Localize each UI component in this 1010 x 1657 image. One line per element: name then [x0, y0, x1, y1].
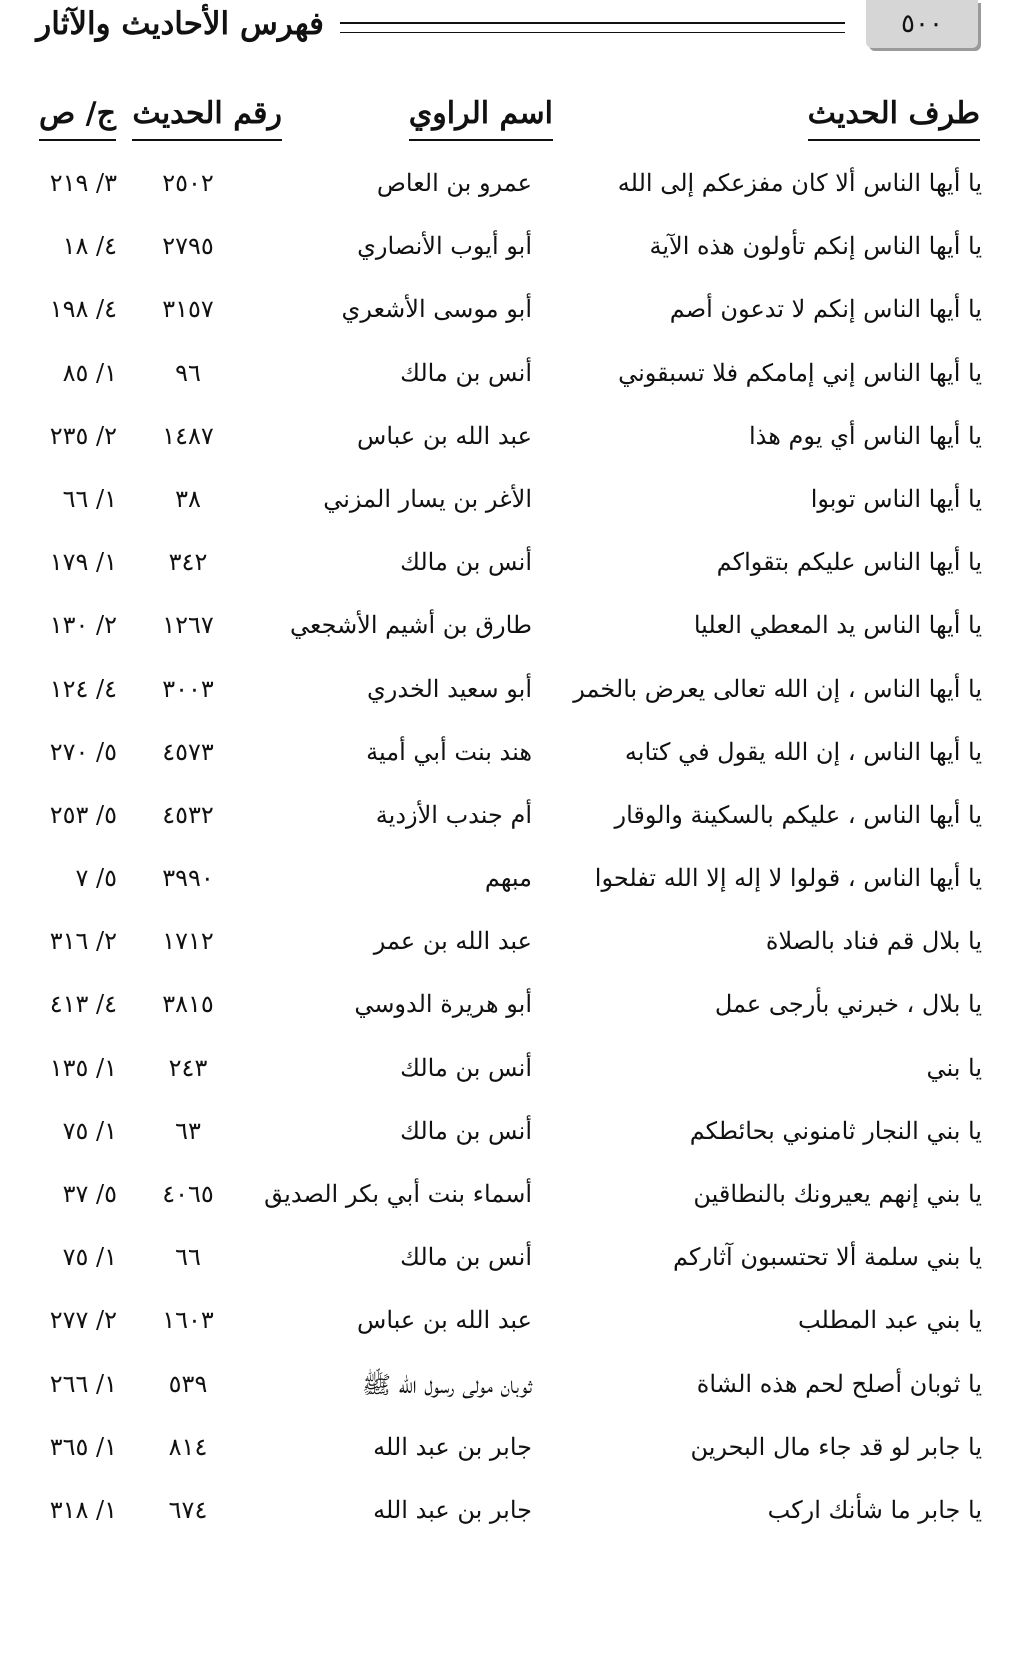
hadith-text: يا أيها الناس إني إمامكم فلا تسبقوني [618, 358, 982, 387]
hadith-number: ١٦٠٣ [162, 1306, 214, 1335]
hadith-number: ١٢٦٧ [162, 611, 214, 640]
hadith-number: ١٧١٢ [162, 927, 214, 956]
hadith-text: يا بني عبد المطلب [797, 1306, 982, 1335]
hadith-number: ٣٩٩٠ [162, 864, 214, 893]
table-row [0, 1482, 1010, 1545]
narrator-name: عبد الله بن عباس [357, 1306, 532, 1335]
volume-page: ١/ ٨٥ [62, 358, 117, 387]
volume-page: ١/ ١٧٩ [49, 548, 117, 577]
narrator-name: أنس بن مالك [400, 1053, 532, 1082]
volume-page: ١/ ٧٥ [62, 1116, 117, 1145]
volume-page: ٤/ ٤١٣ [49, 990, 117, 1019]
column-header-underline [39, 139, 116, 141]
narrator-name: مبهم [484, 864, 532, 893]
volume-page: ٤/ ١٩٨ [49, 295, 117, 324]
narrator-name: أبو سعيد الخدري [367, 674, 532, 703]
volume-page: ١/ ١٣٥ [49, 1053, 117, 1082]
narrator-name: أنس بن مالك [400, 1116, 532, 1145]
hadith-number: ٤٠٦٥ [162, 1180, 214, 1208]
column-header-raqm-label: رقم الحديث [132, 96, 282, 131]
hadith-number: ٣١٥٧ [162, 295, 214, 324]
hadith-number: ٢٤٣ [168, 1053, 208, 1082]
table-row [0, 1419, 1010, 1482]
column-header-rawi [409, 96, 553, 131]
hadith-text: يا بني [926, 1053, 982, 1082]
table-row [0, 345, 1010, 408]
column-header-tarf-label: طرف الحديث [807, 96, 980, 131]
index-title: فهرس الأحاديث والآثار [36, 6, 324, 42]
volume-page: ٣/ ٢١٩ [49, 169, 117, 197]
hadith-text: يا أيها الناس ، قولوا لا إله إلا الله تفلحوا [594, 864, 982, 893]
volume-page: ٥/ ٧ [75, 864, 117, 893]
hadith-text: يا أيها الناس إنكم تأولون هذه الآية [649, 232, 982, 261]
volume-page: ٥/ ٢٧٠ [49, 737, 117, 766]
hadith-text: يا بني إنهم يعيرونك بالنطاقين [693, 1180, 982, 1208]
table-row [0, 976, 1010, 1039]
table-row [0, 597, 1010, 660]
hadith-text: يا أيها الناس يد المعطي العليا [693, 611, 982, 640]
table-row [0, 155, 1010, 218]
volume-page: ٢/ ٢٣٥ [49, 421, 117, 450]
narrator-name: ثوبان مولى رسول الله ﷺ [362, 1370, 532, 1399]
hadith-text: يا بلال قم فناد بالصلاة [765, 927, 982, 956]
table-row [0, 1040, 1010, 1103]
table-row [0, 1356, 1010, 1419]
hadith-text: يا جابر ما شأنك اركب [767, 1495, 982, 1524]
volume-page: ٤/ ١٢٤ [49, 674, 117, 703]
hadith-text: يا أيها الناس إنكم لا تدعون أصم [669, 295, 982, 324]
volume-page: ١/ ٣٦٥ [49, 1432, 117, 1461]
volume-page: ٥/ ٢٥٣ [49, 800, 117, 829]
table-row [0, 534, 1010, 597]
column-header-underline [409, 139, 553, 141]
hadith-number: ٣٠٠٣ [162, 674, 214, 703]
hadith-number: ٢٥٠٢ [162, 169, 214, 197]
hadith-text: يا أيها الناس توبوا [810, 484, 982, 513]
narrator-name: أنس بن مالك [400, 548, 532, 577]
hadith-number: ٣٨١٥ [162, 990, 214, 1019]
table-row [0, 913, 1010, 976]
table-row [0, 408, 1010, 471]
table-row [0, 281, 1010, 344]
header-rule-top [340, 22, 845, 24]
volume-page: ١/ ٣١٨ [49, 1495, 117, 1524]
index-table [0, 155, 1010, 1545]
hadith-number: ٣٤٢ [168, 548, 208, 577]
narrator-name: أبو هريرة الدوسي [354, 990, 532, 1019]
column-header-tarf [808, 96, 980, 131]
table-row [0, 724, 1010, 787]
narrator-name: طارق بن أشيم الأشجعي [290, 611, 532, 640]
header-rule-bottom [340, 32, 845, 33]
column-header-volume-page-label: ج/ ص [38, 96, 116, 131]
hadith-number: ٨١٤ [168, 1432, 208, 1461]
hadith-text: يا ثوبان أصلح لحم هذه الشاة [696, 1369, 982, 1398]
table-row [0, 1229, 1010, 1292]
table-row [0, 218, 1010, 281]
volume-page: ٤/ ١٨ [62, 232, 117, 261]
volume-page: ٢/ ٣١٦ [49, 927, 117, 956]
narrator-name: الأغر بن يسار المزني [323, 484, 532, 513]
column-header-raqm [132, 96, 282, 131]
narrator-name: عبد الله بن عباس [357, 421, 532, 450]
hadith-text: يا أيها الناس ألا كان مفزعكم إلى الله [617, 169, 982, 197]
hadith-number: ٦٧٤ [168, 1495, 208, 1524]
hadith-text: يا بني سلمة ألا تحتسبون آثاركم [673, 1243, 982, 1272]
narrator-name: أنس بن مالك [400, 1243, 532, 1272]
narrator-name: هند بنت أبي أمية [366, 737, 532, 766]
volume-page: ٢/ ١٣٠ [49, 611, 117, 640]
narrator-name: عمرو بن العاص [376, 169, 532, 197]
table-row [0, 1103, 1010, 1166]
hadith-number: ٢٧٩٥ [162, 232, 214, 261]
page-header [0, 0, 1010, 70]
hadith-number: ١٤٨٧ [162, 421, 214, 450]
hadith-text: يا أيها الناس أي يوم هذا [748, 421, 982, 450]
hadith-text: يا أيها الناس ، عليكم بالسكينة والوقار [614, 800, 982, 829]
hadith-number: ٥٣٩ [168, 1369, 208, 1398]
volume-page: ١/ ٢٦٦ [49, 1369, 117, 1398]
hadith-text: يا أيها الناس عليكم بتقواكم [716, 548, 982, 577]
column-header-underline [132, 139, 282, 141]
table-row [0, 661, 1010, 724]
table-row [0, 1166, 1010, 1229]
table-row [0, 787, 1010, 850]
hadith-text: يا جابر لو قد جاء مال البحرين [690, 1432, 982, 1461]
hadith-number: ٦٦ [175, 1243, 201, 1272]
hadith-number: ٩٦ [175, 358, 201, 387]
column-header-volume-page [39, 96, 116, 131]
column-header-rawi-label: اسم الراوي [408, 96, 553, 131]
table-row [0, 850, 1010, 913]
hadith-text: يا أيها الناس ، إن الله تعالى يعرض بالخمر [573, 674, 982, 703]
hadith-text: يا بني النجار ثامنوني بحائطكم [689, 1116, 982, 1145]
hadith-number: ٣٨ [175, 484, 201, 513]
page-number: ٥٠٠ [866, 0, 978, 48]
narrator-name: جابر بن عبد الله [373, 1432, 532, 1461]
narrator-name: أبو أيوب الأنصاري [357, 232, 532, 261]
narrator-name: جابر بن عبد الله [373, 1495, 532, 1524]
column-header-underline [808, 139, 980, 141]
volume-page: ٥/ ٣٧ [62, 1180, 117, 1208]
narrator-name: أم جندب الأزدية [375, 800, 532, 829]
narrator-name: عبد الله بن عمر [373, 927, 532, 956]
hadith-text: يا أيها الناس ، إن الله يقول في كتابه [624, 737, 982, 766]
volume-page: ١/ ٦٦ [62, 484, 117, 513]
narrator-name: أسماء بنت أبي بكر الصديق [264, 1180, 532, 1208]
hadith-number: ٦٣ [175, 1116, 201, 1145]
hadith-number: ٤٥٣٢ [162, 800, 214, 829]
hadith-text: يا بلال ، خبرني بأرجى عمل [714, 990, 982, 1019]
volume-page: ١/ ٧٥ [62, 1243, 117, 1272]
narrator-name: أنس بن مالك [400, 358, 532, 387]
narrator-name: أبو موسى الأشعري [341, 295, 532, 324]
hadith-number: ٤٥٧٣ [162, 737, 214, 766]
table-row [0, 471, 1010, 534]
table-row [0, 1292, 1010, 1355]
volume-page: ٢/ ٢٧٧ [49, 1306, 117, 1335]
